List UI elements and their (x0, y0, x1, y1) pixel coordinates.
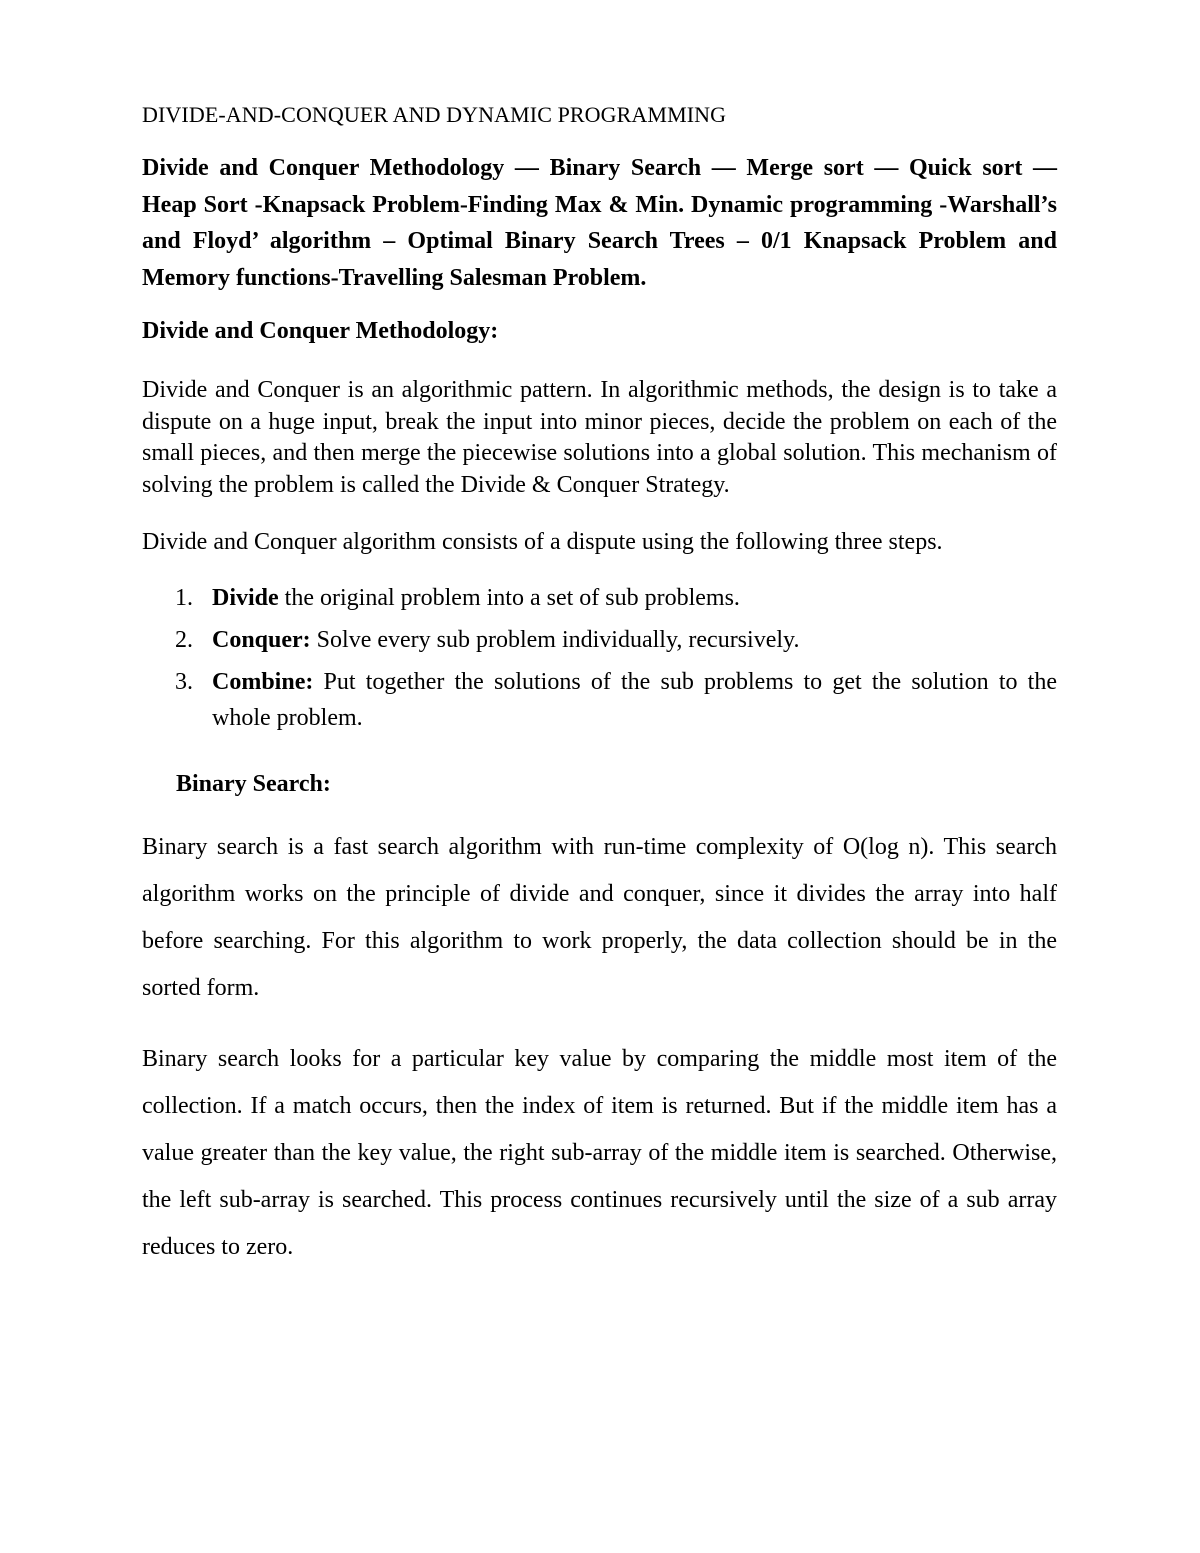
step-text: Solve every sub problem individually, recursively. (310, 627, 800, 653)
document-title: DIVIDE-AND-CONQUER AND DYNAMIC PROGRAMMING (142, 102, 727, 127)
step-text: Put together the solutions of the sub problems to get the solution to the whole problem. (212, 669, 1057, 731)
steps-intro: Divide and Conquer algorithm consists of a dispute using the following three steps. (142, 529, 943, 555)
section-heading-binary-search: Binary Search: (176, 771, 331, 797)
list-item-conquer (142, 622, 1057, 658)
syllabus-paragraph: Divide and Conquer Methodology — Binary Search — Merge sort — Quick sort — Heap Sort -Knapsack Problem-Finding Max & Min. Dynamic programming -Warshall’s and Floyd’ algorithm – Optimal Binary Search Trees – 0/1 Knapsack Problem and Memory functions-Travelling Salesman Problem. (142, 155, 1057, 291)
list-number: 2. (175, 627, 193, 653)
section-heading-divide-conquer: Divide and Conquer Methodology: (142, 318, 499, 344)
step-term: Divide (212, 585, 279, 611)
step-term: Combine: (212, 669, 314, 695)
list-item-combine (142, 664, 1057, 736)
step-text: the original problem into a set of sub problems. (278, 585, 740, 611)
binary-search-paragraph-1: Binary search is a fast search algorithm with run-time complexity of O(log n). This search algorithm works on the principle of divide and conquer, since it divides the array into half before searching. For this algorithm to work properly, the data collection should be in the sorted form. (142, 834, 1057, 1001)
document-page (142, 98, 1057, 1295)
list-number: 1. (175, 585, 193, 611)
binary-search-paragraph-2: Binary search looks for a particular key value by comparing the middle most item of the collection. If a match occurs, then the index of item is returned. But if the middle item has a value greater than the key value, the right sub-array of the middle item is searched. Otherwise, the left sub-array is searched. This process continues recursively until the size of a sub array reduces to zero. (142, 1046, 1057, 1260)
step-term: Conquer: (212, 627, 311, 653)
divide-conquer-paragraph: Divide and Conquer is an algorithmic pattern. In algorithmic methods, the design is to take a dispute on a huge input, break the input into minor pieces, decide the problem on each of the small pieces, and then merge the piecewise solutions into a global solution. This mechanism of solving the problem is called the Divide & Conquer Strategy. (142, 377, 1057, 498)
list-number: 3. (175, 669, 193, 695)
list-item-divide (142, 580, 1057, 616)
steps-list (142, 580, 1057, 736)
